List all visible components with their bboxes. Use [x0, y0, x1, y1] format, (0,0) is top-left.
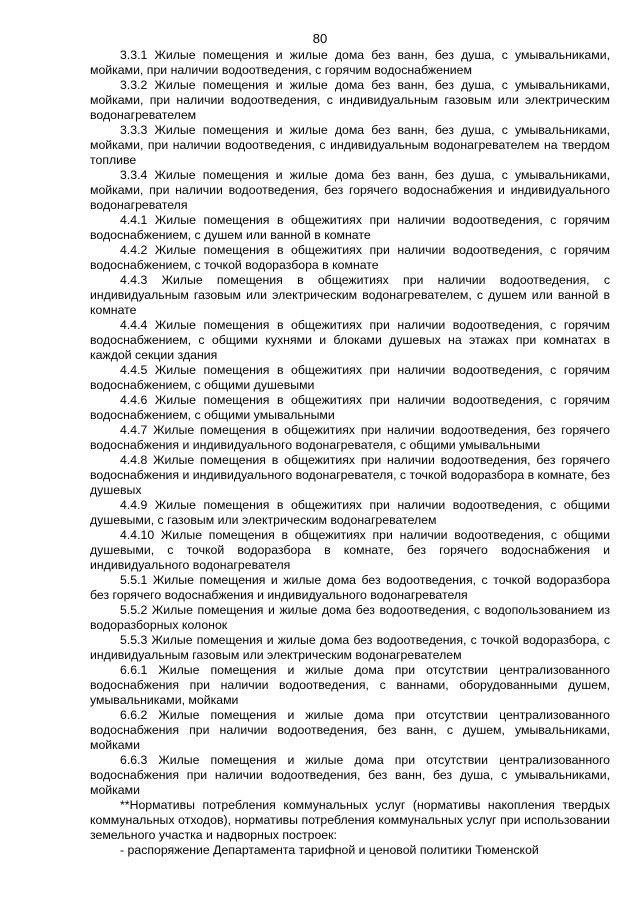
paragraph-4-4-3: 4.4.3 Жилые помещения в общежитиях при наличии водоотведения, с индивидуальным газовым или электрическим водонагревателем, с душем или ванной в комнате [90, 273, 610, 317]
paragraph-6-6-2: 6.6.2 Жилые помещения и жилые дома при отсутствии централизованного водоснабжения при наличии водоотведения, без ванн, с душем, умывальниками, мойками [90, 708, 610, 752]
paragraph-3-3-1: 3.3.1 Жилые помещения и жилые дома без ванн, без душа, с умывальниками, мойками, при наличии водоотведения, с горячим водоснабжением [90, 48, 610, 77]
paragraph-5-5-1: 5.5.1 Жилые помещения и жилые дома без водоотведения, с точкой водоразбора без горячего водоснабжения и индивидуального водонагревателя [90, 573, 610, 602]
paragraph-5-5-3: 5.5.3 Жилые помещения и жилые дома без водоотведения, с точкой водоразбора, с индивидуальным газовым или электрическим водонагревателем [90, 633, 610, 662]
document-body [90, 48, 610, 858]
paragraph-4-4-7: 4.4.7 Жилые помещения в общежитиях при наличии водоотведения, без горячего водоснабжения и индивидуального водонагревателя, с общими умывальными [90, 423, 610, 452]
page-number: 80 [312, 31, 328, 46]
paragraph-4-4-4: 4.4.4 Жилые помещения в общежитиях при наличии водоотведения, с горячим водоснабжением, с общими кухнями и блоками душевых на этажах при комнатах в каждой секции здания [90, 318, 610, 362]
footnote-paragraph: **Нормативы потребления коммунальных услуг (нормативы накопления твердых коммунальных отходов), нормативы потребления коммунальных услуг при использовании земельного участка и надворных построек: [90, 798, 610, 842]
paragraph-4-4-9: 4.4.9 Жилые помещения в общежитиях при наличии водоотведения, с общими душевыми, с газовым или электрическим водонагревателем [90, 498, 610, 527]
paragraph-4-4-8: 4.4.8 Жилые помещения в общежитиях при наличии водоотведения, без горячего водоснабжения и индивидуального водонагревателя, с точкой водоразбора в комнате, без душевых [90, 453, 610, 497]
paragraph-5-5-2: 5.5.2 Жилые помещения и жилые дома без водоотведения, с водопользованием из водоразборных колонок [90, 603, 610, 632]
paragraph-4-4-10: 4.4.10 Жилые помещения в общежитиях при наличии водоотведения, с общими душевыми, с точкой водоразбора в комнате, без горячего водоснабжения и индивидуального водонагревателя [90, 528, 610, 572]
paragraph-3-3-4: 3.3.4 Жилые помещения и жилые дома без ванн, без душа, с умывальниками, мойками, при наличии водоотведения, без горячего водоснабжения и индивидуального водонагревателя [90, 168, 610, 212]
paragraph-3-3-3: 3.3.3 Жилые помещения и жилые дома без ванн, без душа, с умывальниками, мойками, при наличии водоотведения, с индивидуальным водонагревателем на твердом топливе [90, 123, 610, 167]
paragraph-4-4-1: 4.4.1 Жилые помещения в общежитиях при наличии водоотведения, с горячим водоснабжением, с душем или ванной в комнате [90, 213, 610, 242]
dash-list-item: - распоряжение Департамента тарифной и ценовой политики Тюменской [120, 843, 539, 857]
paragraph-4-4-5: 4.4.5 Жилые помещения в общежитиях при наличии водоотведения, с горячим водоснабжением, с общими душевыми [90, 363, 610, 392]
paragraph-3-3-2: 3.3.2 Жилые помещения и жилые дома без ванн, без душа, с умывальниками, мойками, при наличии водоотведения, с индивидуальным газовым или электрическим водонагревателем [90, 78, 610, 122]
paragraph-4-4-6: 4.4.6 Жилые помещения в общежитиях при наличии водоотведения, с горячим водоснабжением, с общими умывальными [90, 393, 610, 422]
paragraph-6-6-1: 6.6.1 Жилые помещения и жилые дома при отсутствии централизованного водоснабжения при наличии водоотведения, с ваннами, оборудованными душем, умывальниками, мойками [90, 663, 610, 707]
paragraph-4-4-2: 4.4.2 Жилые помещения в общежитиях при наличии водоотведения, с горячим водоснабжением, с точкой водоразбора в комнате [90, 243, 610, 272]
paragraph-6-6-3: 6.6.3 Жилые помещения и жилые дома при отсутствии централизованного водоснабжения при наличии водоотведения, без ванн, без душа, с умывальниками, мойками [90, 753, 610, 797]
